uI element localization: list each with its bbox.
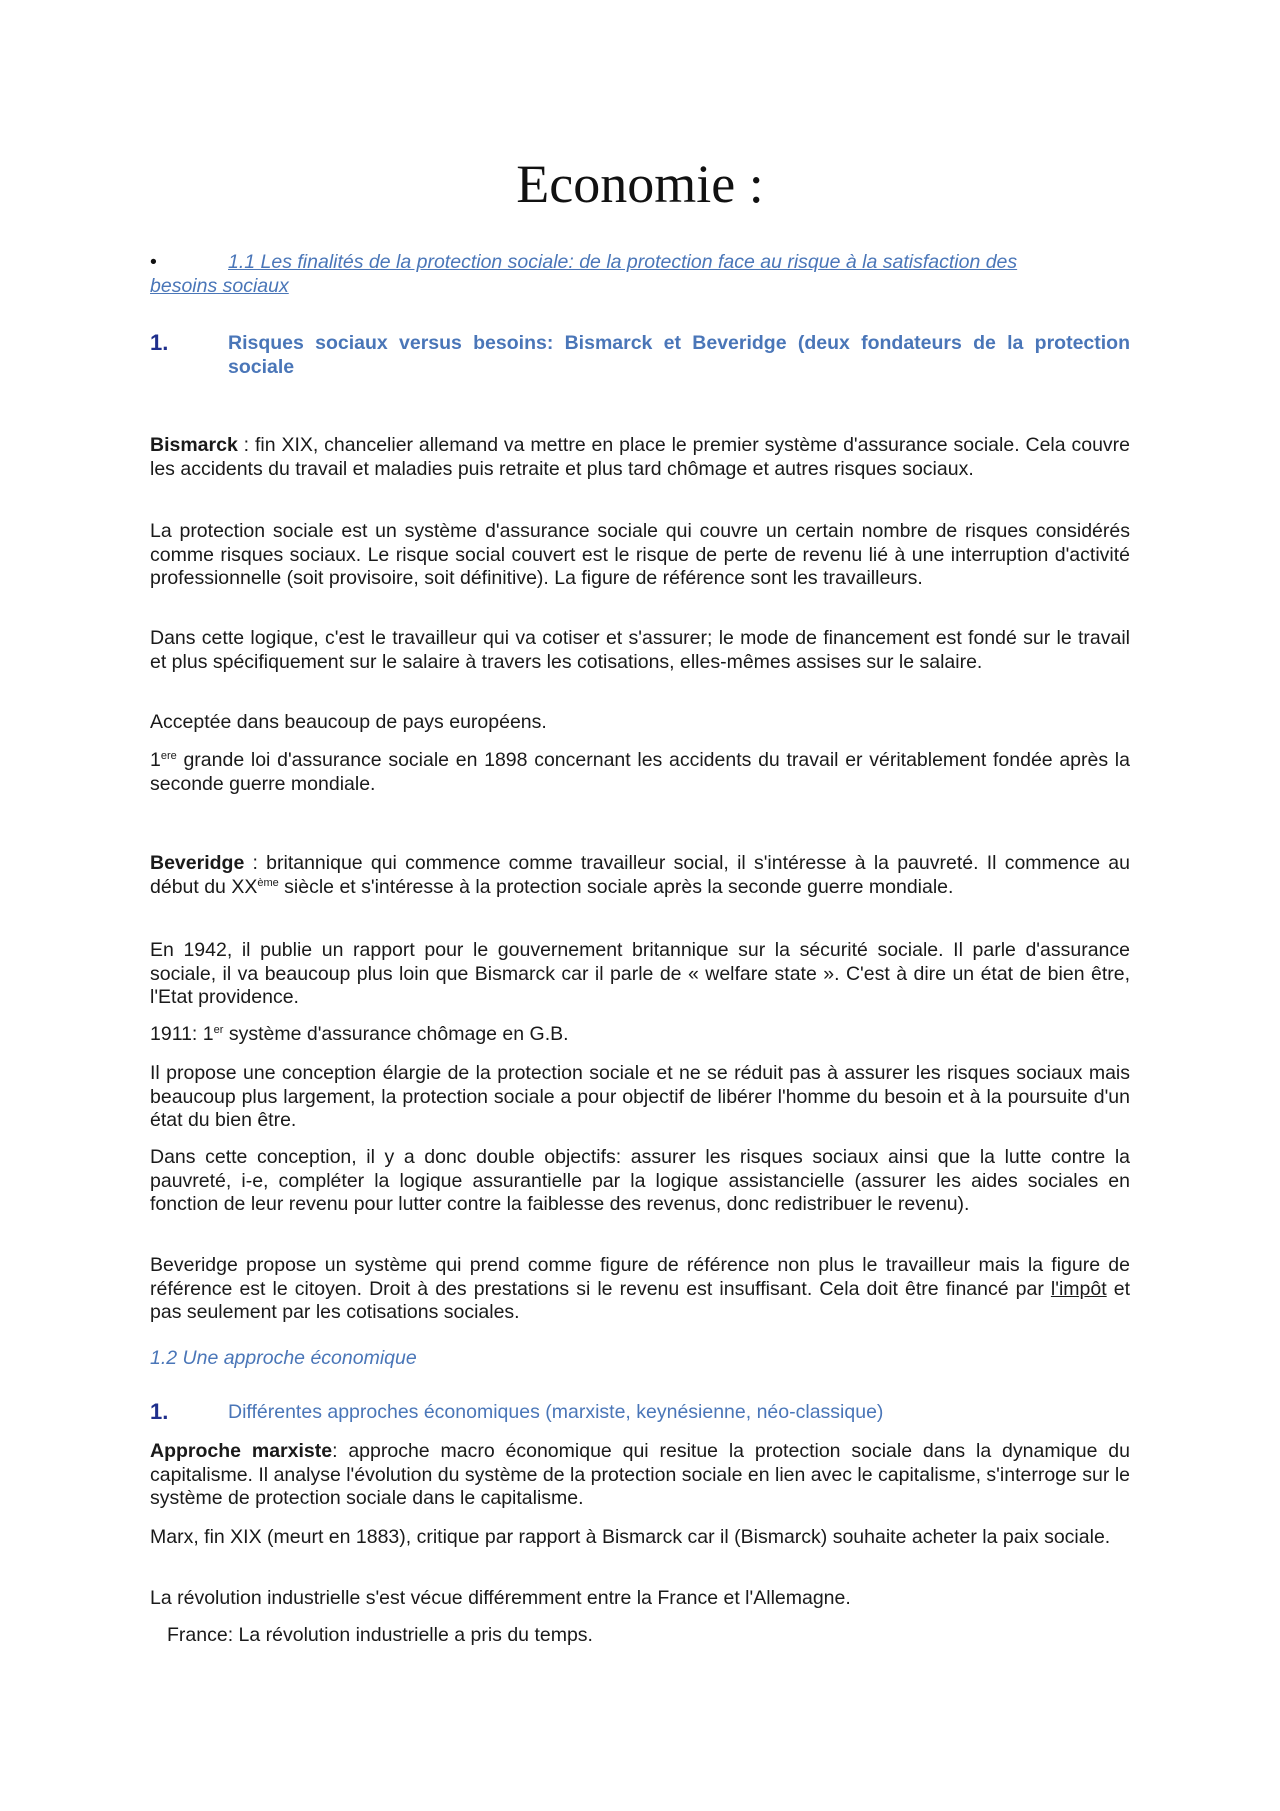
toc-link-1-1-continued[interactable]: besoins sociaux [150,275,289,297]
paragraph: La révolution industrielle s'est vécue différemment entre la France et l'Allemagne. [150,1587,851,1609]
paragraph: 1ere grande loi d'assurance sociale en 1898 concernant les accidents du travail er véritablement fondée après la seconde guerre mondiale. [150,749,1130,795]
paragraph-marxiste-intro: Approche marxiste: approche macro économique qui resitue la protection sociale dans la dynamique du capitalisme. Il analyse l'évolution du système de la protection sociale en lien avec le capitalisme, s'interroge sur le système de protection sociale dans le capitalisme. [150,1440,1130,1509]
paragraph: 1911: 1er système d'assurance chômage en G.B. [150,1023,569,1045]
paragraph-bismarck-intro: Bismarck : fin XIX, chancelier allemand va mettre en place le premier système d'assurance sociale. Cela couvre les accidents du travail et maladies puis retraite et plus tard chômage et autres risques sociaux. [150,434,1130,480]
paragraph: La protection sociale est un système d'assurance sociale qui couvre un certain nombre de risques considérés comme risques sociaux. Le risque social couvert est le risque de perte de revenu lié à une interruption d'activité professionnelle (soit provisoire, soit définitive). La figure de référence sont les travailleurs. [150,520,1130,589]
paragraph: Beveridge propose un système qui prend comme figure de référence non plus le travailleur mais la figure de référence est le citoyen. Droit à des prestations si le revenu est insuffisant. Cela doit être financé par l'impôt et pas seulement par les cotisations sociales. [150,1254,1130,1323]
paragraph: Il propose une conception élargie de la protection sociale et ne se réduit pas à assurer les risques sociaux mais beaucoup plus largement, la protection sociale a pour objectif de libérer l'homme du besoin et à la poursuite d'un état du bien être. [150,1062,1130,1131]
heading-number: 1. [150,330,169,355]
term-beveridge: Beveridge [150,852,245,874]
toc-bullet-item [150,250,1130,298]
subtitle-1-2: 1.2 Une approche économique [150,1347,417,1369]
paragraph-beveridge-intro: Beveridge : britannique qui commence comme travailleur social, il s'intéresse à la pauvreté. Il commence au début du XXème siècle et s'intéresse à la protection sociale après la seconde guerre mondiale. [150,852,1130,898]
paragraph-indented: France: La révolution industrielle a pris du temps. [167,1624,593,1646]
paragraph: Marx, fin XIX (meurt en 1883), critique par rapport à Bismarck car il (Bismarck) souhaite acheter la paix sociale. [150,1526,1111,1548]
paragraph: Dans cette conception, il y a donc double objectifs: assurer les risques sociaux ainsi que la lutte contre la pauvreté, i-e, compléter la logique assurantielle par la logique assistancielle (assurer les aides sociales en fonction de leur revenu pour lutter contre la faiblesse des revenus, donc redistribuer le revenu). [150,1146,1130,1215]
heading-text: Risques sociaux versus besoins: Bismarck et Beveridge (deux fondateurs de la protection sociale [228,332,1130,378]
bullet-icon: • [150,251,157,273]
term-impot: l'impôt [1050,1277,1107,1300]
page-title: Economie : [516,154,764,214]
term-bismarck: Bismarck [150,434,238,456]
paragraph: Dans cette logique, c'est le travailleur qui va cotiser et s'assurer; le mode de financement est fondé sur le travail et plus spécifiquement sur le salaire à travers les cotisations, elles-mêmes assises sur le salaire. [150,627,1130,673]
paragraph: En 1942, il publie un rapport pour le gouvernement britannique sur la sécurité sociale. Il parle d'assurance sociale, il va beaucoup plus loin que Bismarck car il parle de « welfare state ». C'est à dire un état de bien être, l'Etat providence. [150,939,1130,1008]
term-approche-marxiste: Approche marxiste [150,1440,333,1462]
section-heading-2 [150,1400,1130,1424]
toc-link-1-1[interactable]: 1.1 Les finalités de la protection sociale: de la protection face au risque à la satisfaction des [228,251,1018,273]
paragraph: Acceptée dans beaucoup de pays européens. [150,711,547,733]
heading-text: Différentes approches économiques (marxiste, keynésienne, néo-classique) [228,1401,884,1423]
heading-number: 1. [150,1399,169,1424]
section-heading-1 [150,331,1130,379]
